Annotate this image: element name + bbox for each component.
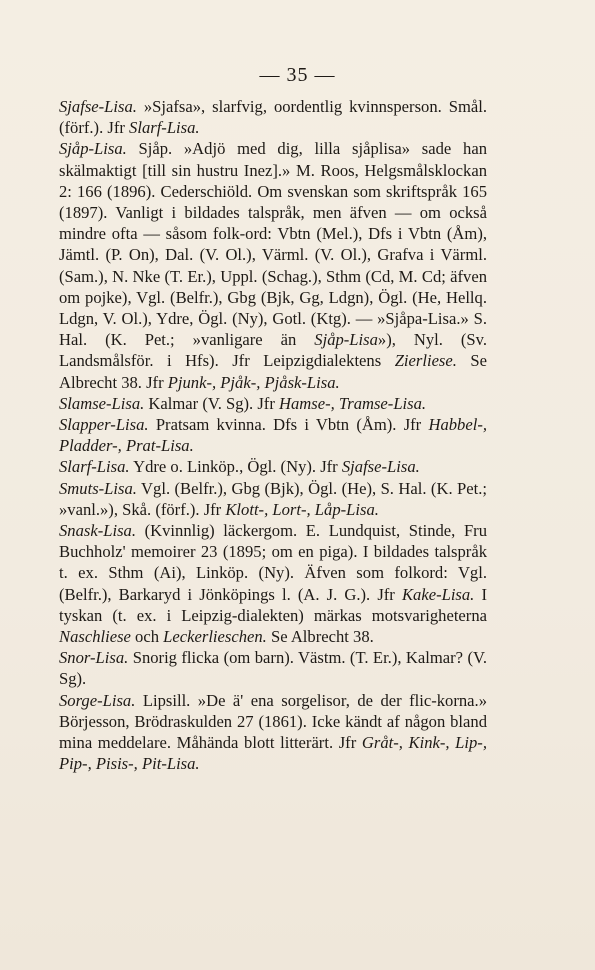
entry-text: Lipsill. »De ä' ena sorgelisor, de der flic-korna.» Börjesson, Brödraskulden 27 (1861). Icke kändt af någon bland mina meddelare. Måhända blott litterärt. Jfr (59, 690, 487, 753)
entry-headword: Slamse-Lisa. (59, 393, 145, 413)
cross-reference: Sjafse-Lisa. (341, 457, 420, 477)
dictionary-entry (59, 138, 487, 392)
entry-text: Snorig flicka (om barn). Västm. (T. Er.), Kalmar? (V. Sg). (59, 648, 487, 689)
dictionary-entry (59, 690, 487, 775)
entry-text: (Kvinnlig) läckergom. E. Lundquist, Stinde, Fru Buchholz' memoirer 23 (1895; om en piga). I bildades talspråk t. ex. Sthm (Ai), Linköp. (Ny). Äfven som folkord: Vgl. (Belfr.), Barkaryd i Jönköpings l. (A. J. G.). Jfr (59, 521, 487, 604)
entry-headword: Sjafse-Lisa. (59, 97, 137, 116)
cross-reference: Kake-Lisa. (401, 584, 475, 604)
cross-reference: Sjåp-Lisa (314, 330, 378, 350)
entry-text: Vgl. (Belfr.), Gbg (Bjk), Ögl. (He), S. Hal. (K. Pet.; »vanl.»), Skå. (förf.). Jfr (59, 478, 487, 519)
cross-reference: Pjunk-, Pjåk-, Pjåsk-Lisa. (167, 372, 340, 392)
entry-text: »), Nyl. (Sv. Landsmålsför. i Hfs). Jfr Leipzigdialektens (59, 330, 487, 371)
cross-reference: Gråt-, Kink-, Lip-, Pip-, Pisis-, Pit-Lisa. (59, 733, 487, 774)
cross-reference: Leckerlieschen. (163, 627, 267, 647)
entry-text: I tyskan (t. ex. i Leipzig-dialekten) märkas motsvarigheterna (59, 584, 487, 625)
entry-headword: Sorge-Lisa. (59, 690, 136, 710)
cross-reference: Naschliese (59, 627, 131, 647)
cross-reference: Slarf-Lisa. (129, 118, 200, 138)
entry-text: Se Albrecht 38. (266, 627, 374, 647)
page-number: — 35 — (259, 64, 336, 86)
dictionary-entry (59, 456, 487, 477)
entry-text: Sjåp. »Adjö med dig, lilla sjåplisa» sade han skälmaktigt [till sin hustru Inez].» M. Roos, Helgsmålsklockan 2: 166 (1896). Cederschiöld. Om svenskan som skriftspråk 165 (1897). Vanligt i bildades talspråk, men äfven — om också mindre ofta — såsom folk-ord: Vbtn (Mel.), Dfs i Vbtn (Åm), Jämtl. (P. On), Dal. (V. Ol.), Värml. (V. Ol.), Grafva i Värml. (Sam.), N. Nke (T. Er.), Uppl. (Schag.), Sthm (Cd, M. Cd; äfven om pojke), Vgl. (Belfr.), Gbg (Bjk, Gg, Ldgn), Ögl. (He, Hellq. Ldgn, V. Ol.), Ydre, Ögl. (Ny), Gotl. (Ktg). — »Sjåpa-Lisa.» S. Hal. (K. Pet.; »vanligare än (59, 139, 487, 350)
entry-text: Kalmar (V. Sg). Jfr (144, 393, 280, 413)
dictionary-entry (59, 393, 487, 414)
entry-headword: Snask-Lisa. (59, 521, 136, 541)
entry-headword: Slapper-Lisa. (59, 415, 149, 435)
dictionary-text-body (59, 96, 487, 775)
entry-text: och (130, 627, 164, 647)
entry-text: Ydre o. Linköp., Ögl. (Ny). Jfr (129, 457, 342, 477)
dictionary-entry (59, 520, 487, 647)
entry-text: Se Albrecht 38. Jfr (59, 351, 487, 392)
entry-headword: Sjåp-Lisa. (59, 139, 127, 159)
dictionary-entry (59, 96, 487, 138)
dictionary-entry (59, 414, 487, 456)
dictionary-entry (59, 478, 487, 520)
entry-text: »Sjafsa», slarfvig, oordentlig kvinnsperson. Smål. (förf.). Jfr (59, 97, 487, 138)
entry-headword: Slarf-Lisa. (59, 457, 130, 477)
cross-reference: Klott-, Lort-, Låp-Lisa. (225, 499, 379, 519)
entry-headword: Smuts-Lisa. (59, 478, 137, 498)
cross-reference: Zierliese. (394, 351, 457, 371)
cross-reference: Habbel-, Pladder-, Prat-Lisa. (59, 415, 487, 456)
entry-headword: Snor-Lisa. (59, 648, 129, 668)
cross-reference: Hamse-, Tramse-Lisa. (279, 393, 427, 413)
dictionary-entry (59, 647, 487, 689)
entry-text: Pratsam kvinna. Dfs i Vbtn (Åm). Jfr (148, 415, 429, 435)
